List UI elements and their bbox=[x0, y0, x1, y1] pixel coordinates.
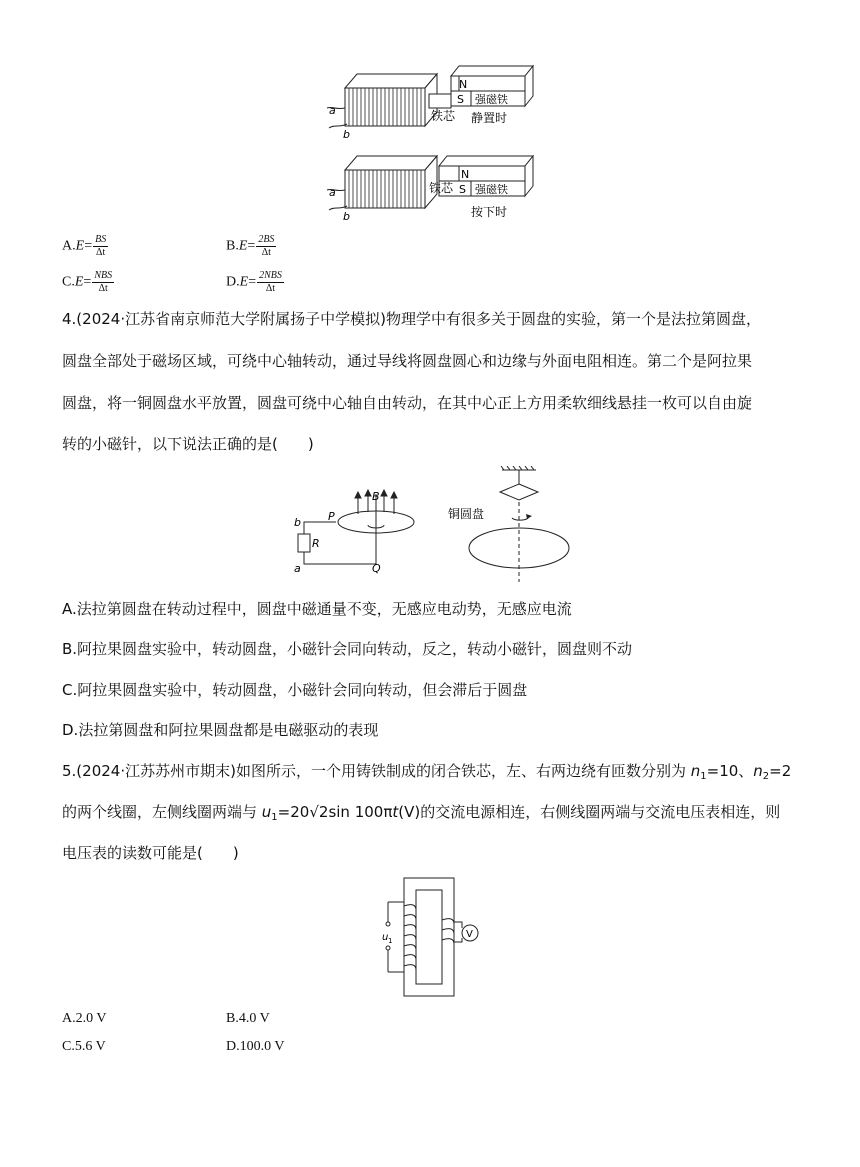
q4-stem-line: 圆盘，将一铜圆盘水平放置，圆盘可绕中心轴自由转动，在其中心正上方用柔软细线悬挂一枚可以自由旋 bbox=[62, 394, 753, 412]
frac-den: Δt bbox=[96, 247, 106, 258]
q3-option-b[interactable] bbox=[226, 234, 276, 259]
option-var: E bbox=[239, 274, 249, 290]
point-q-label: Q bbox=[372, 562, 381, 575]
q4-option-a[interactable]: A.法拉第圆盘在转动过程中，圆盘中磁通量不变，无感应电动势，无感应电流 bbox=[62, 600, 572, 618]
option-var: E bbox=[74, 274, 84, 290]
terminal-b-label: b bbox=[294, 516, 301, 529]
magnet-label: 强磁铁 bbox=[475, 183, 508, 196]
n1-value: =10、 bbox=[706, 762, 754, 780]
state-label: 静置时 bbox=[471, 111, 508, 125]
option-var: E bbox=[238, 238, 248, 254]
q5-text: 5.(2024·江苏苏州市期末)如图所示，一个用铸铁制成的闭合铁芯，左、右两边绕有匝数分别为 bbox=[62, 762, 691, 780]
option-eq: = bbox=[83, 274, 92, 290]
magnet-south-label: S bbox=[457, 93, 464, 106]
u1-symbol: u bbox=[261, 803, 272, 821]
q5-option-a[interactable]: A.2.0 V bbox=[62, 1011, 107, 1026]
u1-sub-label: 1 bbox=[388, 937, 393, 945]
magnet-north-label: N bbox=[459, 78, 468, 91]
q5-stem-line-2 bbox=[62, 801, 780, 823]
n1-sub: 1 bbox=[700, 771, 707, 782]
u1-sub: 1 bbox=[271, 812, 278, 823]
q4-option-c[interactable]: C.阿拉果圆盘实验中，转动圆盘，小磁针会同向转动，但会滞后于圆盘 bbox=[62, 681, 528, 699]
terminal-a-label: a bbox=[329, 186, 336, 199]
terminal-b-label: b bbox=[343, 210, 350, 223]
coil-magnet-figure-pressed bbox=[325, 140, 545, 225]
q5-option-d[interactable]: D.100.0 V bbox=[226, 1039, 285, 1054]
n2-sub: 2 bbox=[762, 771, 770, 782]
option-eq: = bbox=[248, 274, 257, 290]
frac-num: BS bbox=[95, 234, 107, 245]
q5-stem-line-3: 电压表的读数可能是( ) bbox=[62, 844, 239, 862]
q5-text: =20 bbox=[277, 803, 310, 821]
frac-num: NBS bbox=[94, 270, 113, 281]
terminal-b-label: b bbox=[343, 128, 350, 141]
iron-core-label: 铁芯 bbox=[429, 181, 454, 195]
copper-disk-label: 铜圆盘 bbox=[448, 507, 485, 521]
u1-label: u bbox=[382, 932, 389, 943]
q3-option-c[interactable] bbox=[62, 270, 114, 295]
q3-option-d[interactable] bbox=[226, 270, 284, 295]
state-label: 按下时 bbox=[471, 205, 508, 219]
q5-option-c[interactable]: C.5.6 V bbox=[62, 1039, 106, 1054]
sqrt-symbol: √2 bbox=[309, 803, 329, 821]
option-eq: = bbox=[84, 238, 93, 254]
resistor-label: R bbox=[312, 537, 320, 550]
terminal-a-label: a bbox=[294, 562, 301, 575]
terminal-a-label: a bbox=[329, 104, 336, 117]
point-p-label: P bbox=[328, 510, 335, 523]
q5-text: sin 100π bbox=[328, 803, 393, 821]
q4-option-d[interactable]: D.法拉第圆盘和阿拉果圆盘都是电磁驱动的表现 bbox=[62, 721, 379, 739]
magnet-label: 强磁铁 bbox=[475, 93, 508, 106]
iron-core-label: 铁芯 bbox=[431, 109, 456, 123]
frac-num: 2BS bbox=[258, 234, 275, 245]
q4-stem-line: 转的小磁针，以下说法正确的是( ) bbox=[62, 435, 314, 453]
q5-text: (V)的交流电源相连，右侧线圈两端与交流电压表相连，则 bbox=[398, 803, 781, 821]
coil-magnet-figure-rest bbox=[325, 58, 545, 143]
q4-option-b[interactable]: B.阿拉果圆盘实验中，转动圆盘，小磁针会同向转动，反之，转动小磁针，圆盘则不动 bbox=[62, 640, 633, 658]
option-prefix: A. bbox=[62, 238, 76, 254]
magnet-north-label: N bbox=[461, 168, 470, 181]
frac-num: 2NBS bbox=[259, 270, 282, 281]
q5-stem-line-1 bbox=[62, 760, 791, 782]
faraday-disk-figure bbox=[288, 484, 428, 576]
arago-disk-figure bbox=[444, 466, 584, 584]
option-eq: = bbox=[247, 238, 256, 254]
q4-stem-line: 圆盘全部处于磁场区域，可绕中心轴转动，通过导线将圆盘圆心和边缘与外面电阻相连。第二个是阿拉果 bbox=[62, 352, 753, 370]
q5-option-b[interactable]: B.4.0 V bbox=[226, 1011, 270, 1026]
option-prefix: D. bbox=[226, 274, 240, 290]
frac-den: Δt bbox=[265, 283, 276, 294]
voltmeter-label: V bbox=[466, 929, 473, 940]
option-var: E bbox=[75, 238, 85, 254]
magnet-south-label: S bbox=[459, 183, 466, 196]
option-prefix: B. bbox=[226, 238, 239, 254]
option-prefix: C. bbox=[62, 274, 75, 290]
t-symbol: t bbox=[392, 803, 399, 821]
transformer-figure bbox=[378, 876, 482, 998]
frac-den: Δt bbox=[98, 283, 108, 294]
n1-symbol: n bbox=[690, 762, 701, 780]
q3-option-a[interactable] bbox=[62, 234, 108, 259]
q4-stem-line: 4.(2024·江苏省南京师范大学附属扬子中学模拟)物理学中有很多关于圆盘的实验，第一个是法拉第圆盘， bbox=[62, 310, 761, 328]
n2-symbol: n bbox=[753, 762, 763, 780]
b-field-label: B bbox=[372, 490, 380, 503]
q5-text: 的两个线圈，左侧线圈两端与 bbox=[62, 803, 262, 821]
n2-value: =2 bbox=[769, 762, 792, 780]
frac-den: Δt bbox=[261, 247, 271, 258]
